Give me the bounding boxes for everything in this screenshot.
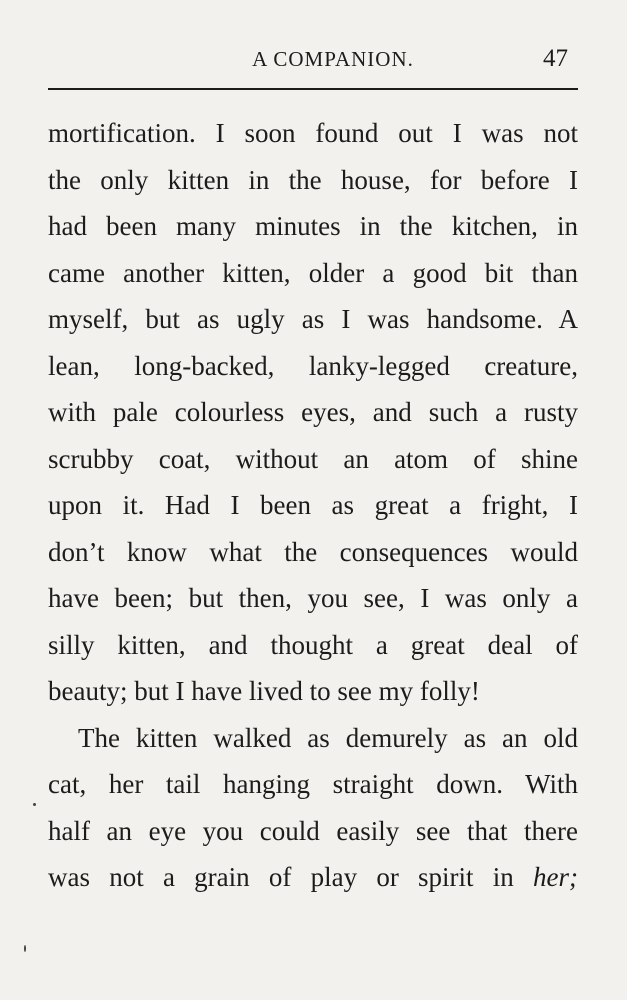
- text-line: lean, long-backed, lanky-legged creature,: [48, 350, 578, 381]
- page-speck: [24, 945, 26, 952]
- header-rule: [48, 88, 578, 90]
- page-number: 47: [543, 45, 568, 72]
- text-line: silly kitten, and thought a great deal of: [48, 629, 578, 660]
- text-line: upon it. Had I been as great a fright, I: [48, 490, 578, 520]
- text-line: have been; but then, you see, I was only a: [48, 583, 578, 613]
- paragraph-first-line: The kitten walked as demurely as an old: [78, 722, 578, 753]
- text-line: half an eye you could easily see that there: [48, 815, 578, 846]
- text-line: had been many minutes in the kitchen, in: [48, 211, 578, 241]
- running-head: [48, 42, 578, 76]
- page-speck: [33, 803, 36, 806]
- text-line: beauty; but I have lived to see my folly!: [48, 676, 480, 706]
- text-line: myself, but as ugly as I was handsome. A: [48, 304, 578, 334]
- text-line: with pale colourless eyes, and such a rusty: [48, 397, 578, 427]
- text-line: cat, her tail hanging straight down. With: [48, 769, 578, 799]
- body-text: [48, 110, 578, 901]
- running-title: A COMPANION.: [252, 47, 414, 71]
- italic-word: her;: [533, 862, 578, 892]
- text-line: came another kitten, older a good bit than: [48, 257, 578, 288]
- text-line: don’t know what the consequences would: [48, 536, 578, 567]
- text-line-final: [48, 854, 578, 901]
- text-line: the only kitten in the house, for before I: [48, 164, 578, 195]
- text-line: mortification. I soon found out I was not: [48, 118, 578, 148]
- text-line-span: was not a grain of play or spirit in: [48, 862, 514, 892]
- text-line: scrubby coat, without an atom of shine: [48, 443, 578, 474]
